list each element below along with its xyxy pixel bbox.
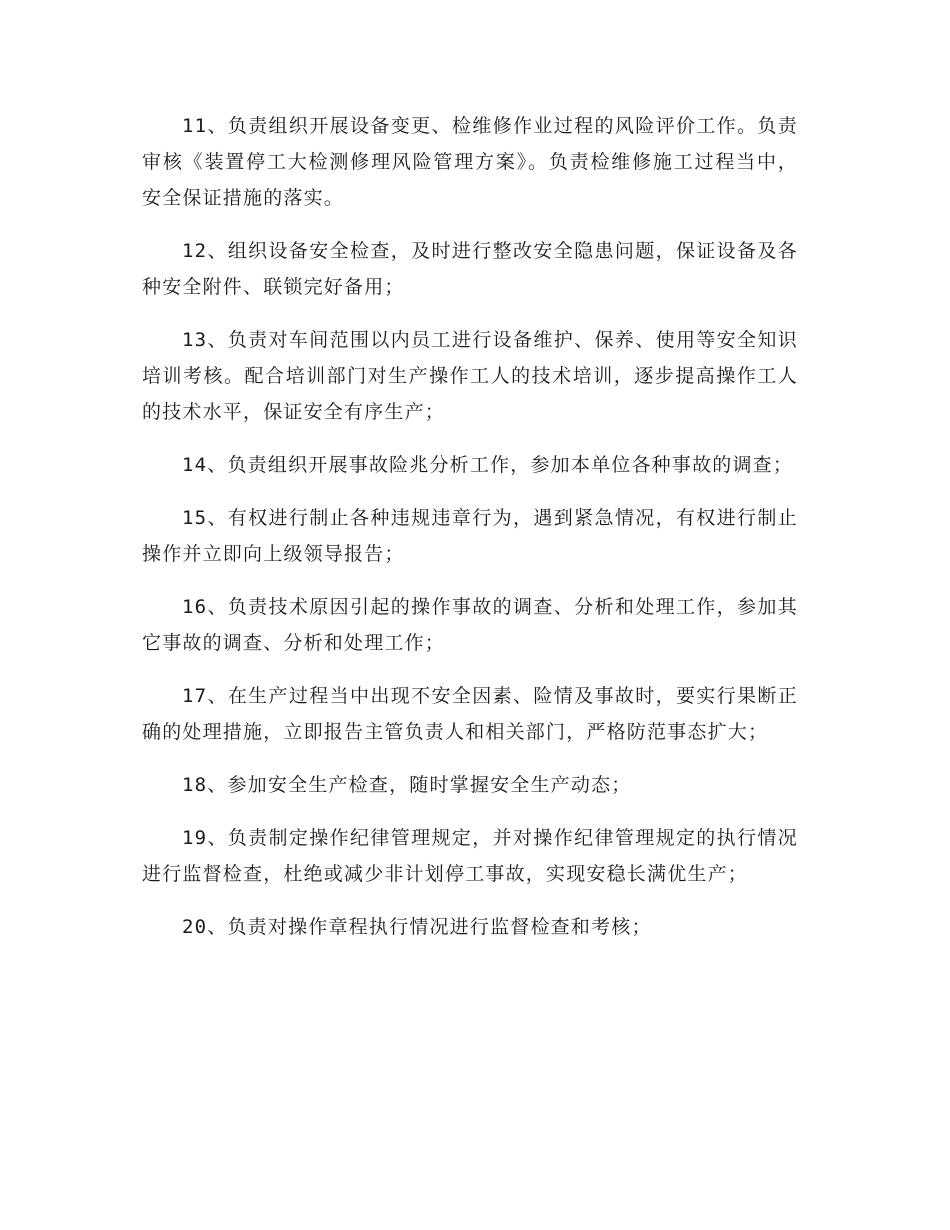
paragraph-item-11: 11、负责组织开展设备变更、检维修作业过程的风险评价工作。负责审核《装置停工大检测修理风险管理方案》。负责检维修施工过程当中，安全保证措施的落实。 [142, 115, 798, 209]
paragraph-item-12: 12、组织设备安全检查，及时进行整改安全隐患问题，保证设备及各种安全附件、联锁完好备用； [142, 240, 798, 298]
paragraph-item-19: 19、负责制定操作纪律管理规定，并对操作纪律管理规定的执行情况进行监督检查，杜绝或减少非计划停工事故，实现安稳长满优生产； [142, 827, 798, 885]
paragraph-item-20: 20、负责对操作章程执行情况进行监督检查和考核； [182, 916, 652, 938]
paragraph-item-18: 18、参加安全生产检查，随时掌握安全生产动态； [182, 774, 632, 796]
paragraph-item-17: 17、在生产过程当中出现不安全因素、险情及事故时，要实行果断正确的处理措施，立即报告主管负责人和相关部门，严格防范事态扩大； [142, 685, 798, 743]
paragraph-item-15: 15、有权进行制止各种违规违章行为，遇到紧急情况，有权进行制止操作并立即向上级领导报告； [142, 507, 798, 565]
paragraph-item-16: 16、负责技术原因引起的操作事故的调查、分析和处理工作，参加其它事故的调查、分析和处理工作； [142, 596, 798, 654]
paragraph-item-14: 14、负责组织开展事故险兆分析工作，参加本单位各种事故的调查； [182, 454, 794, 476]
document-body [142, 108, 798, 962]
paragraph-item-13: 13、负责对车间范围以内员工进行设备维护、保养、使用等安全知识培训考核。配合培训部门对生产操作工人的技术培训，逐步提高操作工人的技术水平，保证安全有序生产； [142, 329, 798, 423]
